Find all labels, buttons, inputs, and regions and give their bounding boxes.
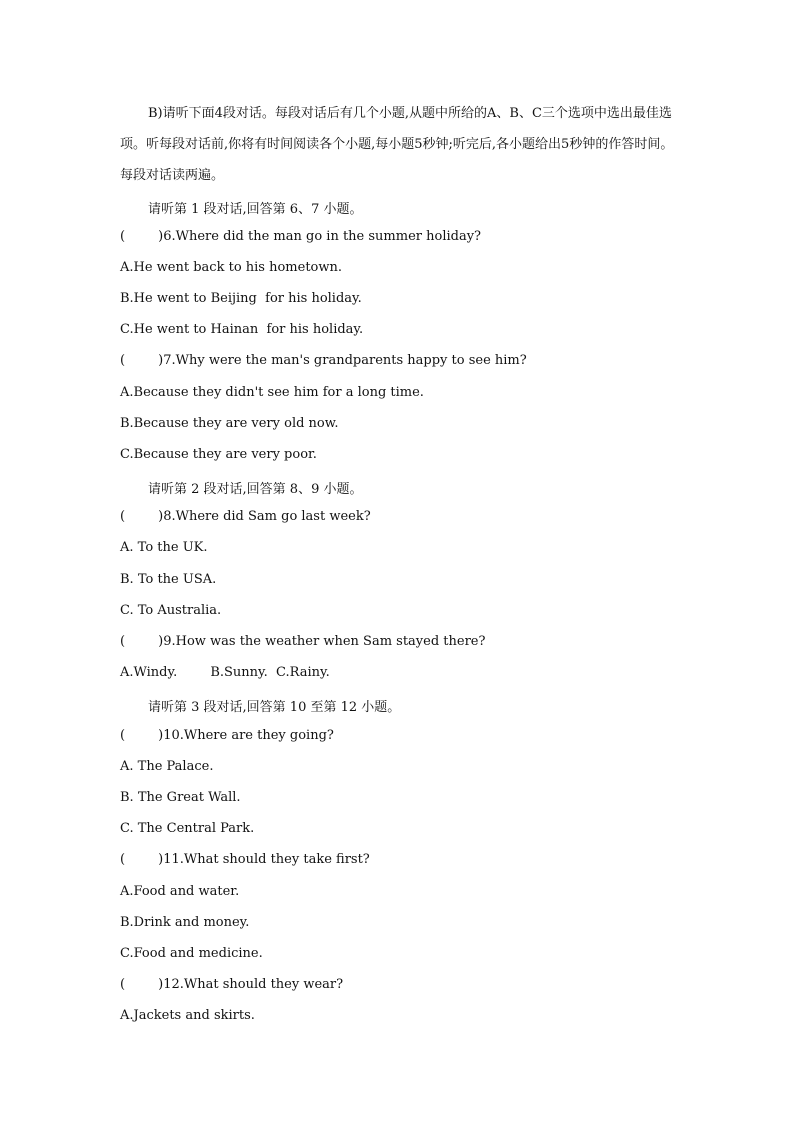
question-9-stem: ( )9.How was the weather when Sam stayed there? (120, 634, 486, 649)
question-11-option-a: A.Food and water. (120, 884, 240, 899)
question-11-option-c: C.Food and medicine. (120, 946, 263, 961)
question-7-option-a: A.Because they didn't see him for a long time. (120, 385, 424, 400)
question-8-option-c: C. To Australia. (120, 603, 222, 618)
question-8-option-a: A. To the UK. (120, 540, 208, 555)
question-9-options: A.Windy. B.Sunny. C.Rainy. (120, 665, 330, 680)
question-11-option-b: B.Drink and money. (120, 915, 250, 930)
question-10-option-c: C. The Central Park. (120, 821, 255, 836)
section-instructions: B)请听下面4段对话。每段对话后有几个小题,从题中所给的A、B、C三个选项中选出最佳选项。听每段对话前,你将有时间阅读各个小题,每小题5秒钟;听完后,各小题给出5秒钟的作答时间。每段对话读两遍。 (120, 106, 674, 183)
question-10-option-a: A. The Palace. (120, 759, 214, 774)
question-12-option-a: A.Jackets and skirts. (120, 1008, 255, 1023)
question-10-stem: ( )10.Where are they going? (120, 728, 334, 743)
dialogue-2-instruction: 请听第 2 段对话,回答第 8、9 小题。 (148, 482, 363, 497)
question-7-option-b: B.Because they are very old now. (120, 416, 339, 431)
question-11-stem: ( )11.What should they take first? (120, 852, 370, 867)
question-7-stem: ( )7.Why were the man's grandparents happy to see him? (120, 353, 527, 368)
question-10-option-b: B. The Great Wall. (120, 790, 241, 805)
question-6-option-b: B.He went to Beijing for his holiday. (120, 291, 362, 306)
question-6-stem: ( )6.Where did the man go in the summer holiday? (120, 229, 482, 244)
dialogue-3-instruction: 请听第 3 段对话,回答第 10 至第 12 小题。 (148, 700, 401, 715)
question-6-option-a: A.He went back to his hometown. (120, 260, 343, 275)
dialogue-1-instruction: 请听第 1 段对话,回答第 6、7 小题。 (148, 202, 363, 217)
question-8-option-b: B. To the USA. (120, 572, 217, 587)
question-8-stem: ( )8.Where did Sam go last week? (120, 509, 371, 524)
question-6-option-c: C.He went to Hainan for his holiday. (120, 322, 364, 337)
question-7-option-c: C.Because they are very poor. (120, 447, 317, 462)
question-12-stem: ( )12.What should they wear? (120, 977, 344, 992)
